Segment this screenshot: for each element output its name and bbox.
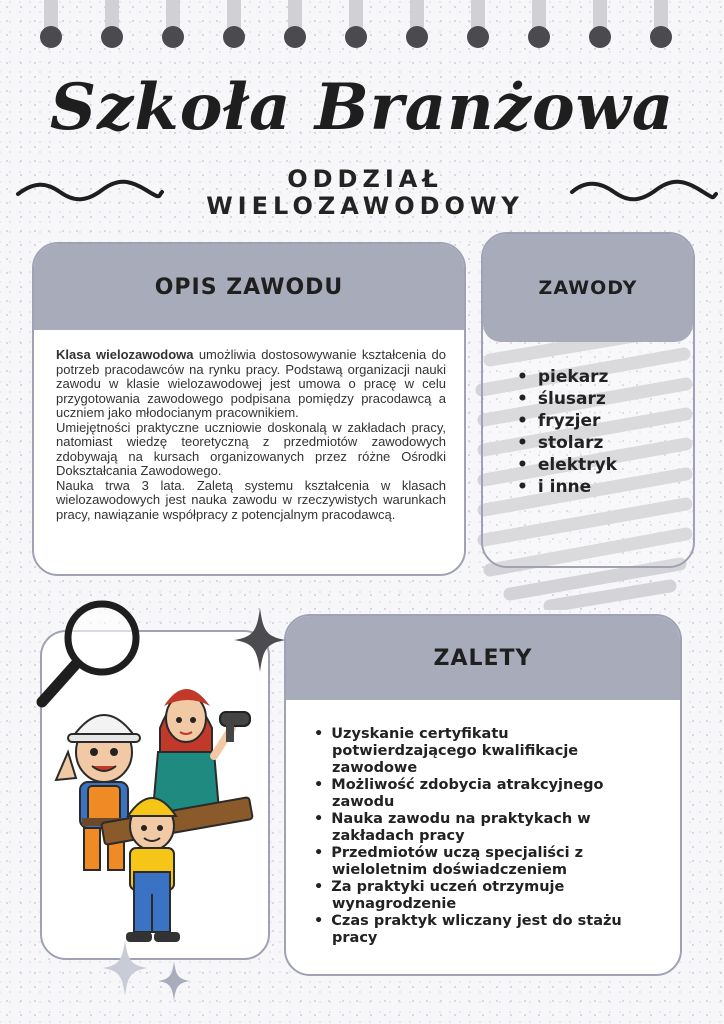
- sparkle-icon: [234, 608, 286, 672]
- binding-ring: [101, 0, 123, 48]
- advantage-item: • Nauka zawodu na praktykach w zakładach pracy: [314, 811, 654, 845]
- sparkle-icon: [102, 940, 148, 996]
- advantage-item: • Uzyskanie certyfikatu potwierdzającego kwalifikacje zawodowe: [314, 726, 654, 777]
- binding-ring: [406, 0, 428, 48]
- subtitle-line-1: ODDZIAŁ: [287, 165, 443, 193]
- profession-item: • ślusarz: [517, 388, 617, 410]
- carpenter-figure: [126, 798, 180, 942]
- advantages-list: [314, 726, 654, 947]
- profession-item: • fryzjer: [517, 410, 617, 432]
- profession-item: • i inne: [517, 476, 617, 498]
- profession-item: • stolarz: [517, 432, 617, 454]
- magnifier-icon: [30, 592, 150, 716]
- binding-ring: [528, 0, 550, 48]
- binding-ring: [589, 0, 611, 48]
- advantages-heading: ZALETY: [286, 616, 680, 700]
- description-text: [56, 348, 446, 522]
- profession-item: • piekarz: [517, 366, 617, 388]
- description-paragraph-2: Umiejętności praktyczne uczniowie doskonalą w zakładach pracy, natomiast wiedzę teoretyczną z przedmiotów zawodowych zdobywają na kursach organizowanych przez różne Ośrodki Dokształcania Zawodowego.: [56, 419, 446, 478]
- binding-ring: [345, 0, 367, 48]
- spiral-binding: [0, 0, 724, 56]
- worker-figure: [56, 715, 140, 870]
- professions-card: [481, 232, 695, 568]
- profession-item: • elektryk: [517, 454, 617, 476]
- advantages-card: [284, 614, 682, 976]
- binding-ring: [223, 0, 245, 48]
- description-lead-bold: Klasa wielozawodowa: [56, 347, 194, 362]
- page-title: Szkoła Branżowa: [49, 70, 675, 145]
- advantage-item: • Przedmiotów uczą specjaliści z wieloletnim doświadczeniem: [314, 845, 654, 879]
- subtitle-line-2: WIELOZAWODOWY: [206, 192, 524, 220]
- subtitle: [0, 166, 724, 220]
- advantage-item: • Czas praktyk wliczany jest do stażu pracy: [314, 913, 654, 947]
- professions-list: [517, 366, 617, 498]
- binding-ring: [162, 0, 184, 48]
- description-heading: OPIS ZAWODU: [34, 244, 464, 330]
- advantage-item: • Możliwość zdobycia atrakcyjnego zawodu: [314, 777, 654, 811]
- binding-ring: [650, 0, 672, 48]
- professions-heading: ZAWODY: [483, 234, 693, 342]
- binding-ring: [40, 0, 62, 48]
- binding-ring: [467, 0, 489, 48]
- description-card: [32, 242, 466, 576]
- binding-ring: [284, 0, 306, 48]
- advantage-item: • Za praktyki uczeń otrzymuje wynagrodzenie: [314, 879, 654, 913]
- sparkle-icon: [158, 960, 190, 1002]
- description-paragraph-3: Nauka trwa 3 lata. Zaletą systemu kształcenia w klasach wielozawodowych jest nauka zawodu w rzeczywistych warunkach pracy, nawiązanie współpracy z potencjalnym pracodawcą.: [56, 477, 446, 522]
- description-lead-rest: umożliwia dostosowywanie kształcenia do potrzeb pracodawców na rynku pracy. Podstawą organizacji nauki zawodu w klasie wielozawodowej jest umowa o pracę w celu przygotowania zawodowego podpisana pomiędzy pracodawcą a uczniem jako młodocianym pracownikiem.: [56, 347, 446, 420]
